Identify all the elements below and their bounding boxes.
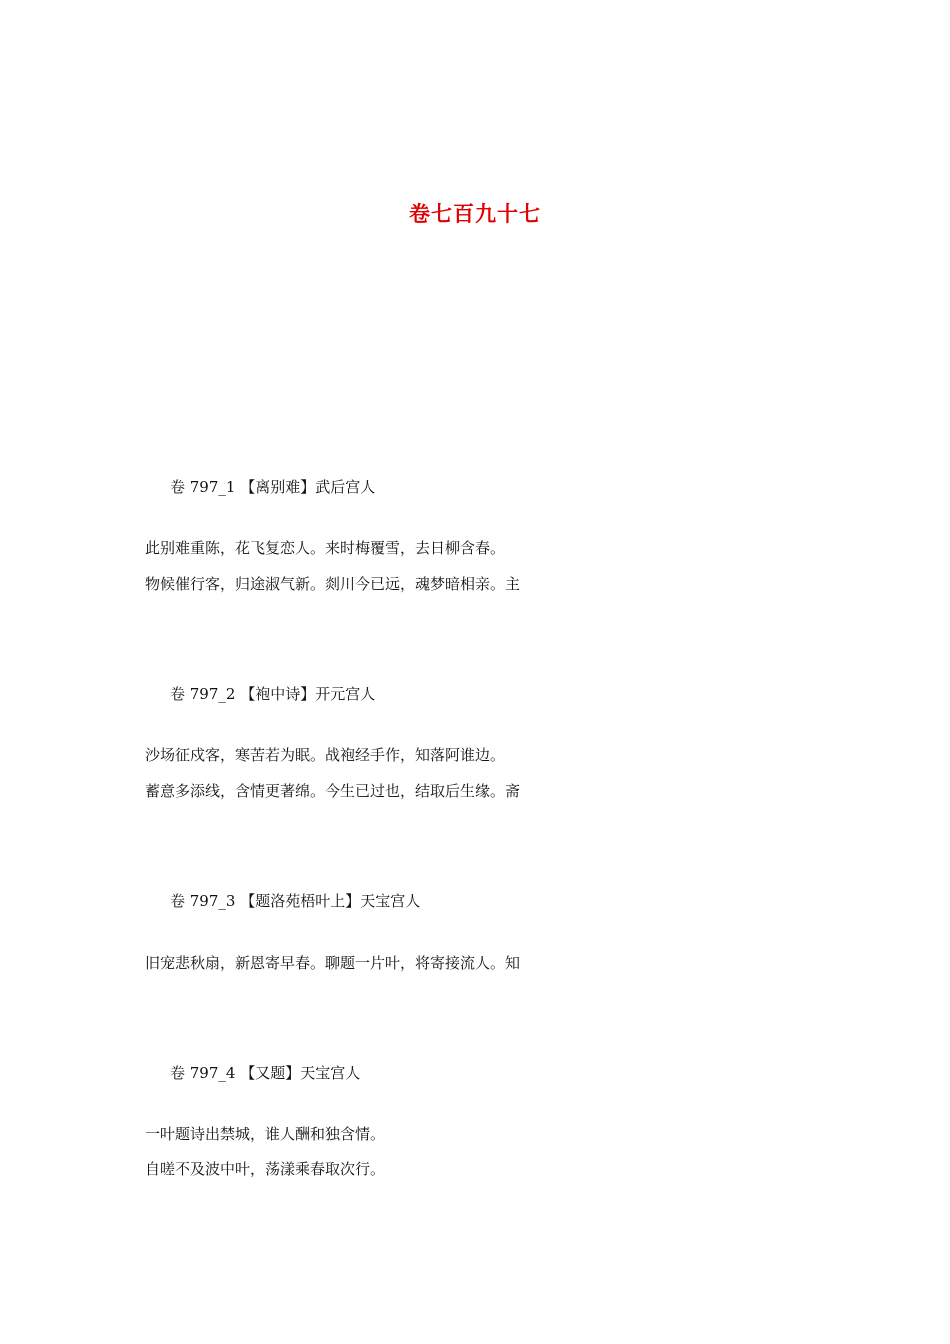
poem-line: 此别难重陈，花飞复恋人。来时梅覆雪，去日柳含春。	[145, 539, 506, 557]
section-heading: 卷 797_3 【题洛苑梧叶上】天宝宫人	[170, 892, 421, 910]
poem-line: 物候催行客，归途淑气新。剡川今已远，魂梦暗相亲。主	[145, 575, 521, 593]
poem-line: 蓄意多添线，含情更著绵。今生已过也，结取后生缘。斋	[145, 782, 521, 800]
section-heading: 卷 797_1 【离别难】武后宫人	[170, 478, 376, 496]
page-title: 卷七百九十七	[409, 201, 541, 226]
section-heading: 卷 797_2 【袍中诗】开元宫人	[170, 685, 376, 703]
poem-line: 自嗟不及波中叶，荡漾乘春取次行。	[145, 1160, 386, 1178]
poem-line: 沙场征戍客，寒苦若为眠。战袍经手作，知落阿谁边。	[145, 746, 506, 764]
poem-line: 一叶题诗出禁城，谁人酬和独含情。	[145, 1125, 386, 1143]
poem-line: 旧宠悲秋扇，新恩寄早春。聊题一片叶，将寄接流人。知	[145, 954, 521, 972]
section-heading: 卷 797_4 【又题】天宝宫人	[170, 1064, 361, 1082]
